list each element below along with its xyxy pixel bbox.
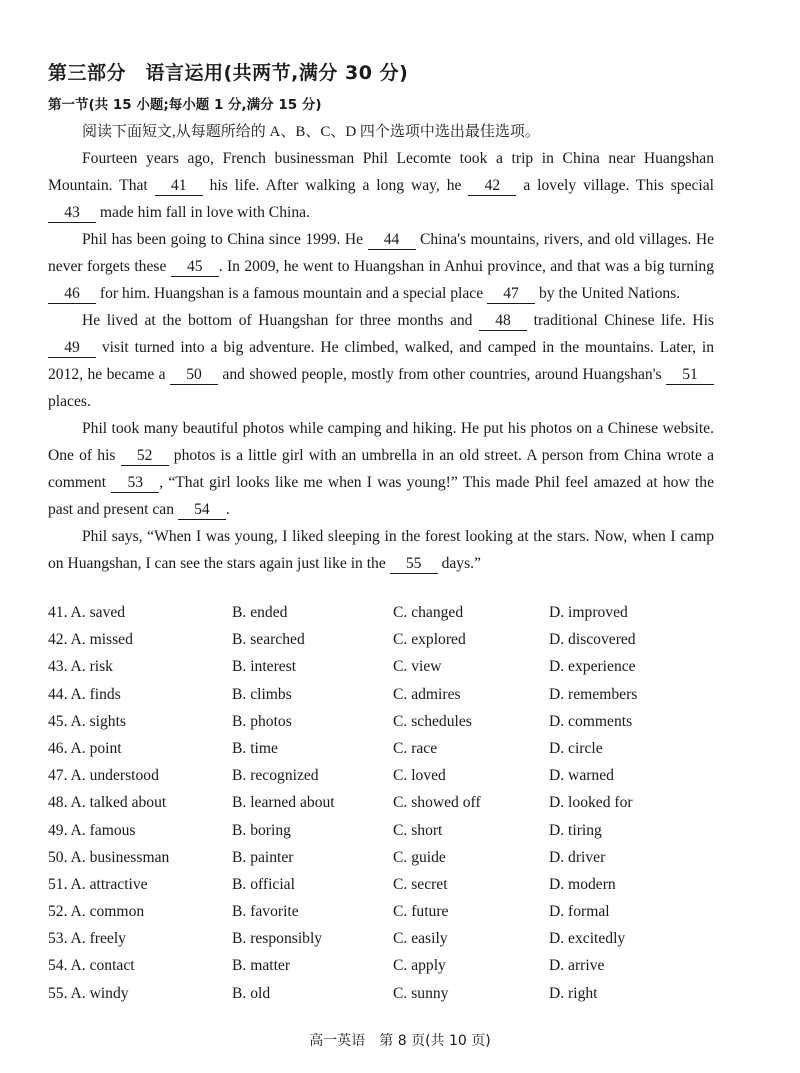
- option-row-41: [48, 600, 748, 627]
- page-footer: 高一英语 第 8 页(共 10 页): [309, 1033, 491, 1049]
- instruction-text: 阅读下面短文,从每题所给的 A、B、C、D 四个选项中选出最佳选项。: [82, 124, 540, 140]
- answer-options: [48, 600, 748, 1008]
- option-d: D. formal: [549, 903, 610, 921]
- option-d: D. arrive: [549, 957, 605, 975]
- option-a: 46. A. point: [48, 739, 122, 757]
- passage-paragraph-4: [48, 415, 714, 523]
- option-c: C. loved: [393, 767, 446, 785]
- option-b: B. responsibly: [232, 930, 323, 948]
- passage-text: days.”: [437, 555, 481, 572]
- option-b: B. favorite: [232, 903, 299, 921]
- option-c: C. view: [393, 658, 442, 676]
- option-a: 54. A. contact: [48, 957, 135, 975]
- option-c: C. schedules: [393, 712, 472, 730]
- passage-text: his life. After walking a long way, he: [202, 177, 469, 194]
- passage-text: , “That girl looks like me when I was young!” This made Phil feel amazed at how the past and present can: [48, 474, 714, 518]
- option-a: 49. A. famous: [48, 821, 136, 839]
- option-a: 50. A. businessman: [48, 848, 170, 866]
- passage-text: places.: [48, 393, 91, 410]
- option-row-43: [48, 654, 748, 681]
- option-c: C. race: [393, 739, 438, 757]
- passage-text: China's mountains, rivers, and old villages. He never forgets these: [48, 231, 715, 275]
- option-d: D. modern: [549, 875, 616, 893]
- option-c: C. apply: [393, 957, 446, 975]
- option-d: D. right: [549, 984, 598, 1002]
- blank-52: 52: [121, 446, 169, 466]
- blank-45: 45: [171, 257, 219, 277]
- passage-paragraph-1: [48, 145, 714, 226]
- option-a: 53. A. freely: [48, 930, 126, 948]
- option-d: D. experience: [549, 658, 636, 676]
- option-row-45: [48, 709, 748, 736]
- option-a: 44. A. finds: [48, 685, 121, 703]
- blank-43: 43: [48, 203, 96, 223]
- blank-48: 48: [479, 311, 527, 331]
- passage-paragraph-2: [48, 226, 714, 307]
- option-c: C. easily: [393, 930, 448, 948]
- option-b: B. ended: [232, 604, 288, 621]
- passage-text: by the United Nations.: [535, 285, 681, 302]
- blank-44: 44: [368, 230, 416, 250]
- option-a: 41. A. saved: [48, 604, 126, 621]
- section-title: 第一节(共 15 小题;每小题 1 分,满分 15 分): [48, 97, 322, 113]
- option-row-42: [48, 627, 748, 654]
- option-b: B. official: [232, 875, 295, 893]
- option-b: B. matter: [232, 957, 291, 975]
- option-row-47: [48, 763, 748, 790]
- option-c: C. future: [393, 903, 449, 921]
- option-a: 51. A. attractive: [48, 875, 148, 893]
- blank-53: 53: [111, 473, 159, 493]
- passage-text: a lovely village. This special: [516, 177, 714, 194]
- option-b: B. boring: [232, 821, 291, 839]
- passage-text: . In 2009, he went to Huangshan in Anhui province, and that was a big turning: [218, 258, 714, 275]
- option-row-48: [48, 790, 748, 817]
- blank-46: 46: [48, 284, 96, 304]
- option-row-54: [48, 953, 748, 980]
- passage-text: Phil says, “When I was young, I liked sleeping in the forest looking at the stars. Now, when I camp on Huangshan, I can see the stars again just like in the: [48, 528, 714, 572]
- option-d: D. discovered: [549, 631, 636, 649]
- passage-text: .: [225, 501, 230, 518]
- passage-text: visit turned into a big adventure. He climbed, walked, and camped in the mountains. Later, in 2012, he became a: [48, 339, 714, 383]
- option-a: 55. A. windy: [48, 984, 129, 1002]
- option-c: C. admires: [393, 685, 461, 703]
- blank-47: 47: [487, 284, 535, 304]
- option-b: B. climbs: [232, 685, 292, 703]
- blank-54: 54: [178, 500, 226, 520]
- option-b: B. painter: [232, 848, 294, 866]
- option-row-53: [48, 926, 748, 953]
- option-row-49: [48, 818, 748, 845]
- option-b: B. recognized: [232, 767, 319, 785]
- option-d: D. driver: [549, 848, 606, 866]
- blank-55: 55: [390, 554, 438, 574]
- option-row-50: [48, 845, 748, 872]
- option-b: B. photos: [232, 712, 292, 730]
- option-a: 52. A. common: [48, 903, 145, 921]
- passage-text: He lived at the bottom of Huangshan for three months and: [82, 312, 480, 329]
- option-c: C. sunny: [393, 984, 449, 1002]
- passage-text: Phil has been going to China since 1999. He: [82, 231, 368, 248]
- option-a: 48. A. talked about: [48, 794, 167, 812]
- cloze-passage: [48, 145, 714, 577]
- option-d: D. warned: [549, 767, 614, 785]
- option-d: D. improved: [549, 604, 628, 621]
- option-c: C. guide: [393, 848, 446, 866]
- passage-text: made him fall in love with China.: [96, 204, 310, 221]
- option-c: C. changed: [393, 604, 464, 621]
- option-b: B. time: [232, 739, 278, 757]
- option-d: D. remembers: [549, 685, 638, 703]
- passage-text: photos is a little girl with an umbrella in an old street. A person from China wrote a comment: [48, 447, 714, 491]
- option-b: B. searched: [232, 631, 305, 649]
- option-b: B. learned about: [232, 794, 335, 812]
- option-row-55: [48, 981, 748, 1008]
- option-d: D. tiring: [549, 821, 602, 839]
- option-a: 47. A. understood: [48, 767, 159, 785]
- blank-41: 41: [155, 176, 203, 196]
- option-a: 42. A. missed: [48, 631, 133, 649]
- option-row-46: [48, 736, 748, 763]
- option-row-44: [48, 682, 748, 709]
- option-row-52: [48, 899, 748, 926]
- option-b: B. old: [232, 984, 271, 1002]
- option-c: C. short: [393, 821, 443, 839]
- option-a: 43. A. risk: [48, 658, 113, 676]
- passage-text: for him. Huangshan is a famous mountain and a special place: [96, 285, 488, 302]
- passage-paragraph-5: [48, 523, 714, 577]
- passage-paragraph-3: [48, 307, 714, 415]
- blank-42: 42: [468, 176, 516, 196]
- option-d: D. excitedly: [549, 930, 626, 948]
- part-title: 第三部分 语言运用(共两节,满分 30 分): [48, 62, 409, 84]
- option-c: C. explored: [393, 631, 466, 649]
- option-d: D. looked for: [549, 794, 633, 812]
- option-d: D. comments: [549, 712, 633, 730]
- option-b: B. interest: [232, 658, 297, 676]
- passage-text: Phil took many beautiful photos while camping and hiking. He put his photos on a Chinese website. One of his: [48, 420, 714, 464]
- passage-text: traditional Chinese life. His: [527, 312, 714, 329]
- blank-51: 51: [666, 365, 714, 385]
- passage-text: and showed people, mostly from other countries, around Huangshan's: [218, 366, 667, 383]
- option-d: D. circle: [549, 739, 603, 757]
- option-a: 45. A. sights: [48, 712, 126, 730]
- option-row-51: [48, 872, 748, 899]
- blank-50: 50: [170, 365, 218, 385]
- passage-text: Fourteen years ago, French businessman Phil Lecomte took a trip in China near Huangshan Mountain. That: [48, 150, 714, 194]
- option-c: C. showed off: [393, 794, 481, 812]
- option-c: C. secret: [393, 875, 448, 893]
- blank-49: 49: [48, 338, 96, 358]
